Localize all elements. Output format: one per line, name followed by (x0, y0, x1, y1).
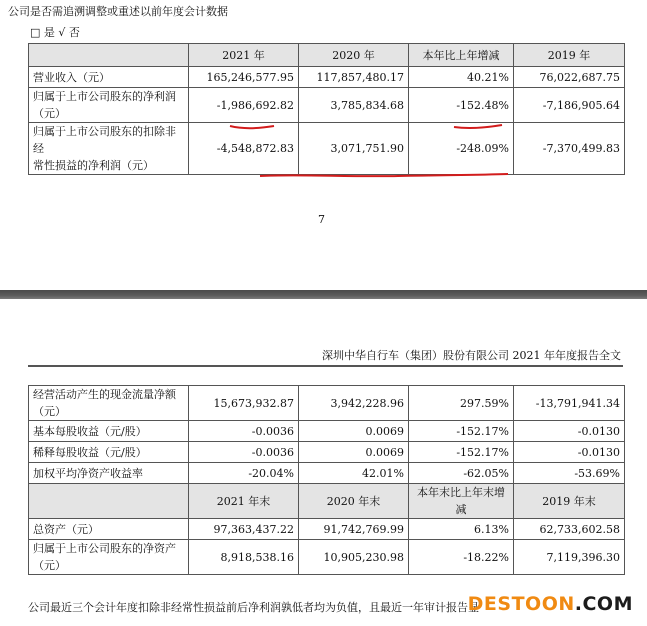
table-row (29, 519, 625, 540)
value-change: -18.22% (409, 540, 514, 575)
value-2021: 8,918,538.16 (189, 540, 299, 575)
row-label: 归属于上市公司股东的扣除非经 常性损益的净利润（元） (29, 123, 189, 175)
value-2020: 3,785,834.68 (299, 88, 409, 123)
red-underline-annotation (228, 120, 278, 132)
value-2021: 97,363,437.22 (189, 519, 299, 540)
header-cell: 本年末比上年末增减 (409, 484, 514, 519)
header-rule (28, 365, 623, 367)
value-2021: -4,548,872.83 (189, 123, 299, 175)
value-change: -152.17% (409, 421, 514, 442)
header-cell: 2020 年 (299, 44, 409, 67)
row-label: 归属于上市公司股东的净利润 （元） (29, 88, 189, 123)
restatement-answer: □ 是 √ 否 (30, 26, 80, 39)
value-2021: -0.0036 (189, 421, 299, 442)
row-label: 基本每股收益（元/股） (29, 421, 189, 442)
table-header-row (29, 44, 625, 67)
header-cell: 2020 年末 (299, 484, 409, 519)
row-label: 营业收入（元） (29, 67, 189, 88)
value-2021: 165,246,577.95 (189, 67, 299, 88)
value-2019: 7,119,396.30 (514, 540, 625, 575)
value-change: 40.21% (409, 67, 514, 88)
row-label: 经营活动产生的现金流量净额 （元） (29, 386, 189, 421)
value-change: 297.59% (409, 386, 514, 421)
table-row (29, 421, 625, 442)
header-cell: 2021 年 (189, 44, 299, 67)
value-2021: -20.04% (189, 463, 299, 484)
value-2021: -0.0036 (189, 442, 299, 463)
table-row (29, 463, 625, 484)
header-cell (29, 44, 189, 67)
header-cell (29, 484, 189, 519)
value-2021: 15,673,932.87 (189, 386, 299, 421)
table-row (29, 540, 625, 575)
value-2020: 10,905,230.98 (299, 540, 409, 575)
page-divider (0, 290, 647, 299)
value-2020: 3,942,228.96 (299, 386, 409, 421)
row-label: 稀释每股收益（元/股） (29, 442, 189, 463)
value-2019: -0.0130 (514, 442, 625, 463)
value-2019: 62,733,602.58 (514, 519, 625, 540)
key-financials-table-continued (28, 385, 625, 575)
table-row (29, 386, 625, 421)
value-2019: -13,791,941.34 (514, 386, 625, 421)
report-header: 深圳中华自行车（集团）股份有限公司 2021 年年度报告全文 (322, 349, 621, 362)
value-change: 6.13% (409, 519, 514, 540)
footer-note: 公司最近三个会计年度扣除非经常性损益前后净利润孰低者均为负值，且最近一年审计报告显 (28, 601, 479, 614)
header-cell: 2019 年末 (514, 484, 625, 519)
value-2020: 42.01% (299, 463, 409, 484)
value-2021: -1,986,692.82 (189, 88, 299, 123)
value-2019: -53.69% (514, 463, 625, 484)
row-label: 总资产（元） (29, 519, 189, 540)
header-cell: 本年比上年增减 (409, 44, 514, 67)
table-subheader-row (29, 484, 625, 519)
row-label: 加权平均净资产收益率 (29, 463, 189, 484)
table-row (29, 123, 625, 175)
header-cell: 2021 年末 (189, 484, 299, 519)
value-change: -62.05% (409, 463, 514, 484)
row-label: 归属于上市公司股东的净资产 （元） (29, 540, 189, 575)
value-2019: -7,186,905.64 (514, 88, 625, 123)
red-underline-annotation (452, 120, 506, 132)
table-row (29, 442, 625, 463)
restatement-question: 公司是否需追溯调整或重述以前年度会计数据 (8, 5, 228, 18)
value-2020: 0.0069 (299, 442, 409, 463)
value-2020: 3,071,751.90 (299, 123, 409, 175)
watermark-logo: DESTOON.COM (467, 593, 633, 615)
value-2019: -7,370,499.83 (514, 123, 625, 175)
header-cell: 2019 年 (514, 44, 625, 67)
value-2019: 76,022,687.75 (514, 67, 625, 88)
value-2020: 0.0069 (299, 421, 409, 442)
table-row (29, 67, 625, 88)
value-change: -248.09% (409, 123, 514, 175)
key-financials-table (28, 43, 625, 175)
value-2020: 117,857,480.17 (299, 67, 409, 88)
table-row (29, 88, 625, 123)
red-underline-annotation (258, 168, 518, 182)
value-change: -152.48% (409, 88, 514, 123)
value-change: -152.17% (409, 442, 514, 463)
value-2019: -0.0130 (514, 421, 625, 442)
page-number: 7 (318, 213, 325, 226)
value-2020: 91,742,769.99 (299, 519, 409, 540)
